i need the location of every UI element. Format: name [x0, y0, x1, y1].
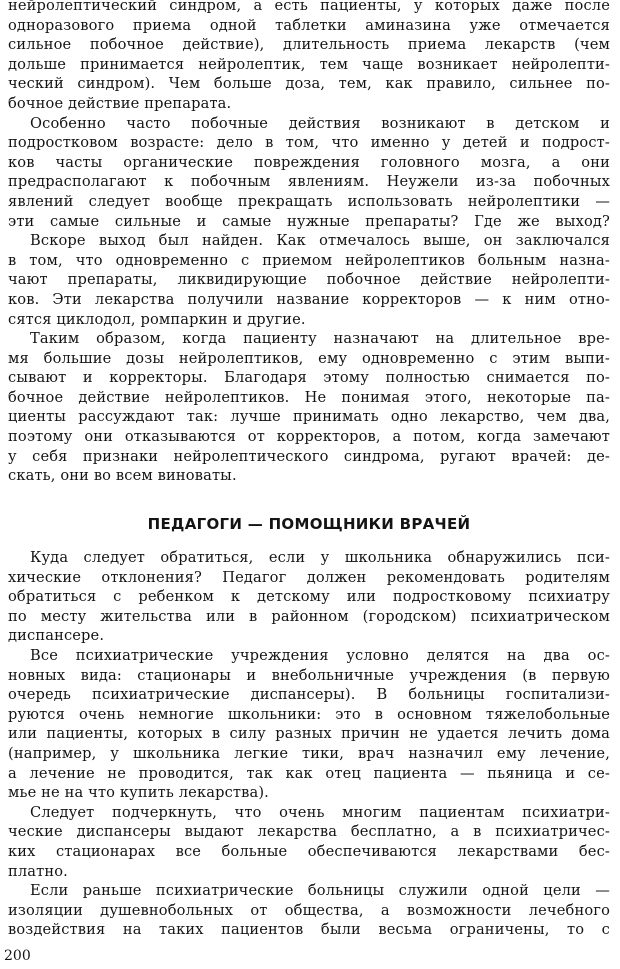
- paragraph-first-line: Особенно часто побочные действия возникают в детском и: [30, 114, 610, 132]
- text-block-bottom: [8, 548, 610, 940]
- text-line: сильное побочное действие), длительность приема лекарств (чем: [8, 36, 610, 54]
- text-line: бочное действие нейролептиков. Не понимая этого, некоторые па-: [8, 388, 610, 406]
- text-line: подростковом возрасте: дело в том, что именно у детей и подрост-: [8, 134, 610, 152]
- text-line: поэтому они отказываются от корректоров, а потом, когда замечают: [8, 428, 610, 446]
- text-line: платно.: [8, 862, 68, 880]
- text-line: эти самые сильные и самые нужные препараты? Где же выход?: [8, 212, 610, 230]
- paragraph-first-line: Если раньше психиатрические больницы служили одной цели —: [30, 882, 610, 900]
- text-line: нейролептический синдром, а есть пациенты, у которых даже после: [8, 0, 610, 14]
- text-line: предрасполагают к побочным явлениям. Неужели из-за побочных: [8, 173, 610, 191]
- text-line: по месту жительства или в районном (городском) психиатрическом: [8, 607, 610, 625]
- text-line: ких стационарах все больные обеспечиваются лекарствами бес-: [8, 842, 610, 860]
- text-line: ческий синдром). Чем больше доза, тем, как правило, сильнее по-: [8, 75, 610, 93]
- text-line: или пациенты, которых в силу разных причин не удается лечить дома: [8, 725, 610, 743]
- text-block-top: [8, 0, 610, 486]
- text-line: ков часты органические повреждения головного мозга, а они: [8, 153, 610, 171]
- text-line: а лечение не проводится, так как отец пациента — пьяница и се-: [8, 764, 610, 782]
- text-line: одноразового приема одной таблетки аминазина уже отмечается: [8, 16, 610, 34]
- text-line: сывают и корректоры. Благодаря этому полностью снимается по-: [8, 369, 610, 387]
- section-heading-wrap: [8, 514, 610, 534]
- text-line: диспансере.: [8, 627, 105, 645]
- text-line: ческие диспансеры выдают лекарства бесплатно, а в психиатричес-: [8, 823, 610, 841]
- text-line: изоляции душевнобольных от общества, а возможности лечебного: [8, 901, 610, 919]
- paragraph-first-line: Куда следует обратиться, если у школьника обнаружились пси-: [30, 549, 610, 566]
- paragraph-first-line: Вскоре выход был найден. Как отмечалось выше, он заключался: [30, 232, 610, 250]
- text-line: скать, они во всем виноваты.: [8, 467, 237, 485]
- section-heading: ПЕДАГОГИ — ПОМОЩНИКИ ВРАЧЕЙ: [147, 515, 471, 533]
- text-line: воздействия на таких пациентов были весьма ограничены, то с: [8, 921, 610, 939]
- text-line: дольше принимается нейролептик, тем чаще возникает нейролепти-: [8, 55, 610, 73]
- text-line: обратиться с ребенком к детскому или подростковому психиатру: [8, 588, 610, 606]
- text-line: сятся циклодол, ромпаркин и другие.: [8, 310, 306, 328]
- text-line: ков. Эти лекарства получили название корректоров — к ним отно-: [8, 290, 610, 308]
- text-line: у себя признаки нейролептического синдрома, ругают врачей: де-: [8, 447, 610, 465]
- page-number: 200: [4, 948, 31, 964]
- text-line: явлений следует вообще прекращать использовать нейролептики —: [8, 192, 610, 210]
- paragraph-first-line: Следует подчеркнуть, что очень многим пациентам психиатри-: [30, 803, 610, 821]
- text-line: циенты рассуждают так: лучше принимать одно лекарство, чем два,: [8, 408, 610, 426]
- text-line: руются очень немногие школьники: это в основном тяжелобольные: [8, 705, 610, 723]
- text-line: чают препараты, ликвидирующие побочное действие нейролепти-: [8, 271, 610, 289]
- paragraph-first-line: Таким образом, когда пациенту назначают на длительное вре-: [30, 330, 610, 348]
- text-line: бочное действие препарата.: [8, 94, 232, 112]
- text-line: очередь психиатрические диспансеры). В больницы госпитализи-: [8, 686, 610, 704]
- paragraph-first-line: Все психиатрические учреждения условно делятся на два ос-: [30, 646, 610, 664]
- text-line: мье не на что купить лекарства).: [8, 784, 269, 802]
- text-line: (например, у школьника легкие тики, врач назначил ему лечение,: [8, 744, 610, 762]
- text-line: хические отклонения? Педагог должен рекомендовать родителям: [8, 568, 610, 586]
- text-line: мя большие дозы нейролептиков, ему одновременно с этим выпи-: [8, 349, 610, 367]
- text-line: в том, что одновременно с приемом нейролептиков больным назна-: [8, 251, 610, 269]
- text-line: новных вида: стационары и внебольничные учреждения (в первую: [8, 666, 610, 684]
